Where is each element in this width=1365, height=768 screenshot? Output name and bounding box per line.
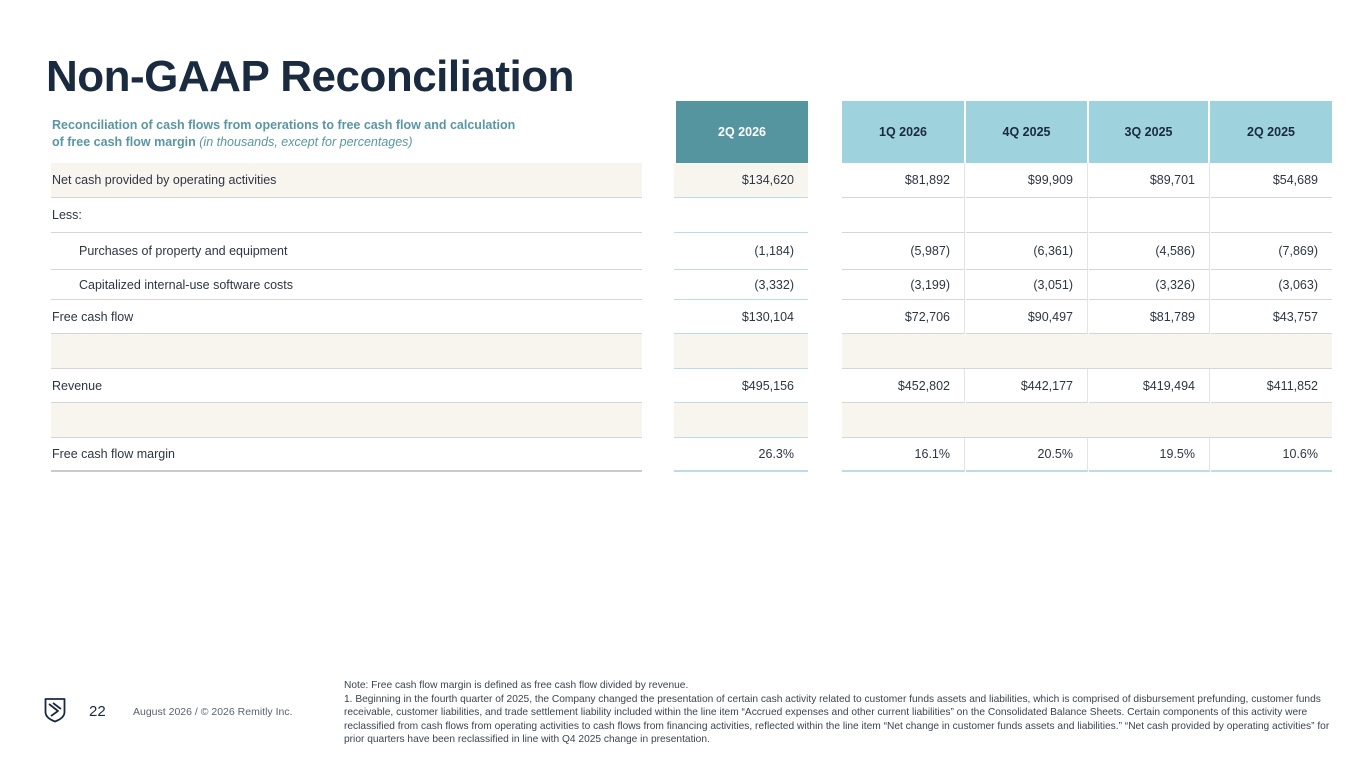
row-label: Free cash flow	[51, 300, 642, 334]
row-label	[51, 403, 642, 438]
cell-value: 26.3%	[674, 438, 808, 472]
cell-value: $81,789	[1089, 300, 1210, 334]
cell-value	[1211, 198, 1332, 233]
column-header-1q-2026: 1Q 2026	[842, 101, 964, 163]
row-label: Net cash provided by operating activities	[51, 163, 642, 198]
table-row	[0, 438, 1365, 472]
table-row	[0, 163, 1365, 198]
table-row	[0, 233, 1365, 270]
table-row	[0, 198, 1365, 233]
cell-value: (5,987)	[842, 233, 965, 270]
cell-value: $134,620	[674, 163, 808, 198]
cell-value: (6,361)	[966, 233, 1088, 270]
subtitle-units: (in thousands, except for percentages)	[199, 135, 413, 149]
row-label: Revenue	[51, 369, 642, 403]
cell-value: $419,494	[1089, 369, 1210, 403]
table-subtitle	[52, 117, 592, 151]
cell-value: $54,689	[1211, 163, 1332, 198]
cell-value: 20.5%	[966, 438, 1088, 472]
cell-value: $130,104	[674, 300, 808, 334]
subtitle-line-2	[52, 134, 592, 151]
cell-value	[842, 334, 1332, 369]
footer-date: August 2026 / © 2026 Remitly Inc.	[133, 706, 293, 718]
cell-value: 19.5%	[1089, 438, 1210, 472]
cell-value	[842, 198, 965, 233]
cell-value	[674, 403, 808, 438]
page-number: 22	[89, 703, 106, 720]
row-label	[51, 334, 642, 369]
cell-value: $99,909	[966, 163, 1088, 198]
page-title: Non-GAAP Reconciliation	[46, 52, 574, 101]
cell-value: (4,586)	[1089, 233, 1210, 270]
column-header-4q-2025: 4Q 2025	[966, 101, 1087, 163]
cell-value: $43,757	[1211, 300, 1332, 334]
cell-value	[966, 198, 1088, 233]
cell-value: $411,852	[1211, 369, 1332, 403]
cell-value: 10.6%	[1211, 438, 1332, 472]
cell-value: $452,802	[842, 369, 965, 403]
cell-value: (1,184)	[674, 233, 808, 270]
row-label: Purchases of property and equipment	[51, 233, 642, 270]
cell-value: (3,332)	[674, 270, 808, 300]
cell-value: 16.1%	[842, 438, 965, 472]
cell-value	[842, 403, 1332, 438]
cell-value: $495,156	[674, 369, 808, 403]
table-spacer-row	[0, 334, 1365, 369]
cell-value: $442,177	[966, 369, 1088, 403]
cell-value: $90,497	[966, 300, 1088, 334]
cell-value	[674, 198, 808, 233]
table-row	[0, 270, 1365, 300]
cell-value: $81,892	[842, 163, 965, 198]
table-row	[0, 369, 1365, 403]
column-header-2q-2025: 2Q 2025	[1210, 101, 1332, 163]
subtitle-bold: of free cash flow margin	[52, 135, 196, 149]
column-header-3q-2025: 3Q 2025	[1089, 101, 1208, 163]
column-header-2q-2026: 2Q 2026	[676, 101, 808, 163]
footnote	[344, 679, 1334, 747]
cell-value: $89,701	[1089, 163, 1210, 198]
footnote-line-2: 1. Beginning in the fourth quarter of 2025, the Company changed the presentation of certain cash activity related to customer funds assets and liabilities, which is comprised of disbursement prefunding, customer funds receivable, customer liabilities, and trade settlement liability included within the line item “Accrued expenses and other current liabilities” on the Consolidated Balance Sheets. Certain components of this activity were reclassified from cash flows from operating activities to cash flows from financing activities, reflected within the line item “Net change in customer funds assets and liabilities.” “Net cash provided by operating activities” for prior quarters have been reclassified in line with Q4 2025 change in presentation.	[344, 693, 1330, 746]
cell-value	[674, 334, 808, 369]
subtitle-line-1: Reconciliation of cash flows from operations to free cash flow and calculation	[52, 118, 516, 132]
table-row	[0, 300, 1365, 334]
cell-value: (3,063)	[1211, 270, 1332, 300]
cell-value	[1089, 198, 1210, 233]
row-label: Free cash flow margin	[51, 438, 642, 472]
footnote-line-1: Note: Free cash flow margin is defined as free cash flow divided by revenue.	[344, 680, 689, 691]
cell-value: (7,869)	[1211, 233, 1332, 270]
table-spacer-row	[0, 403, 1365, 438]
cell-value: $72,706	[842, 300, 965, 334]
cell-value: (3,199)	[842, 270, 965, 300]
row-label: Less:	[51, 198, 642, 233]
row-label: Capitalized internal-use software costs	[51, 270, 642, 300]
cell-value: (3,326)	[1089, 270, 1210, 300]
remitly-logo-icon	[44, 697, 66, 723]
cell-value: (3,051)	[966, 270, 1088, 300]
